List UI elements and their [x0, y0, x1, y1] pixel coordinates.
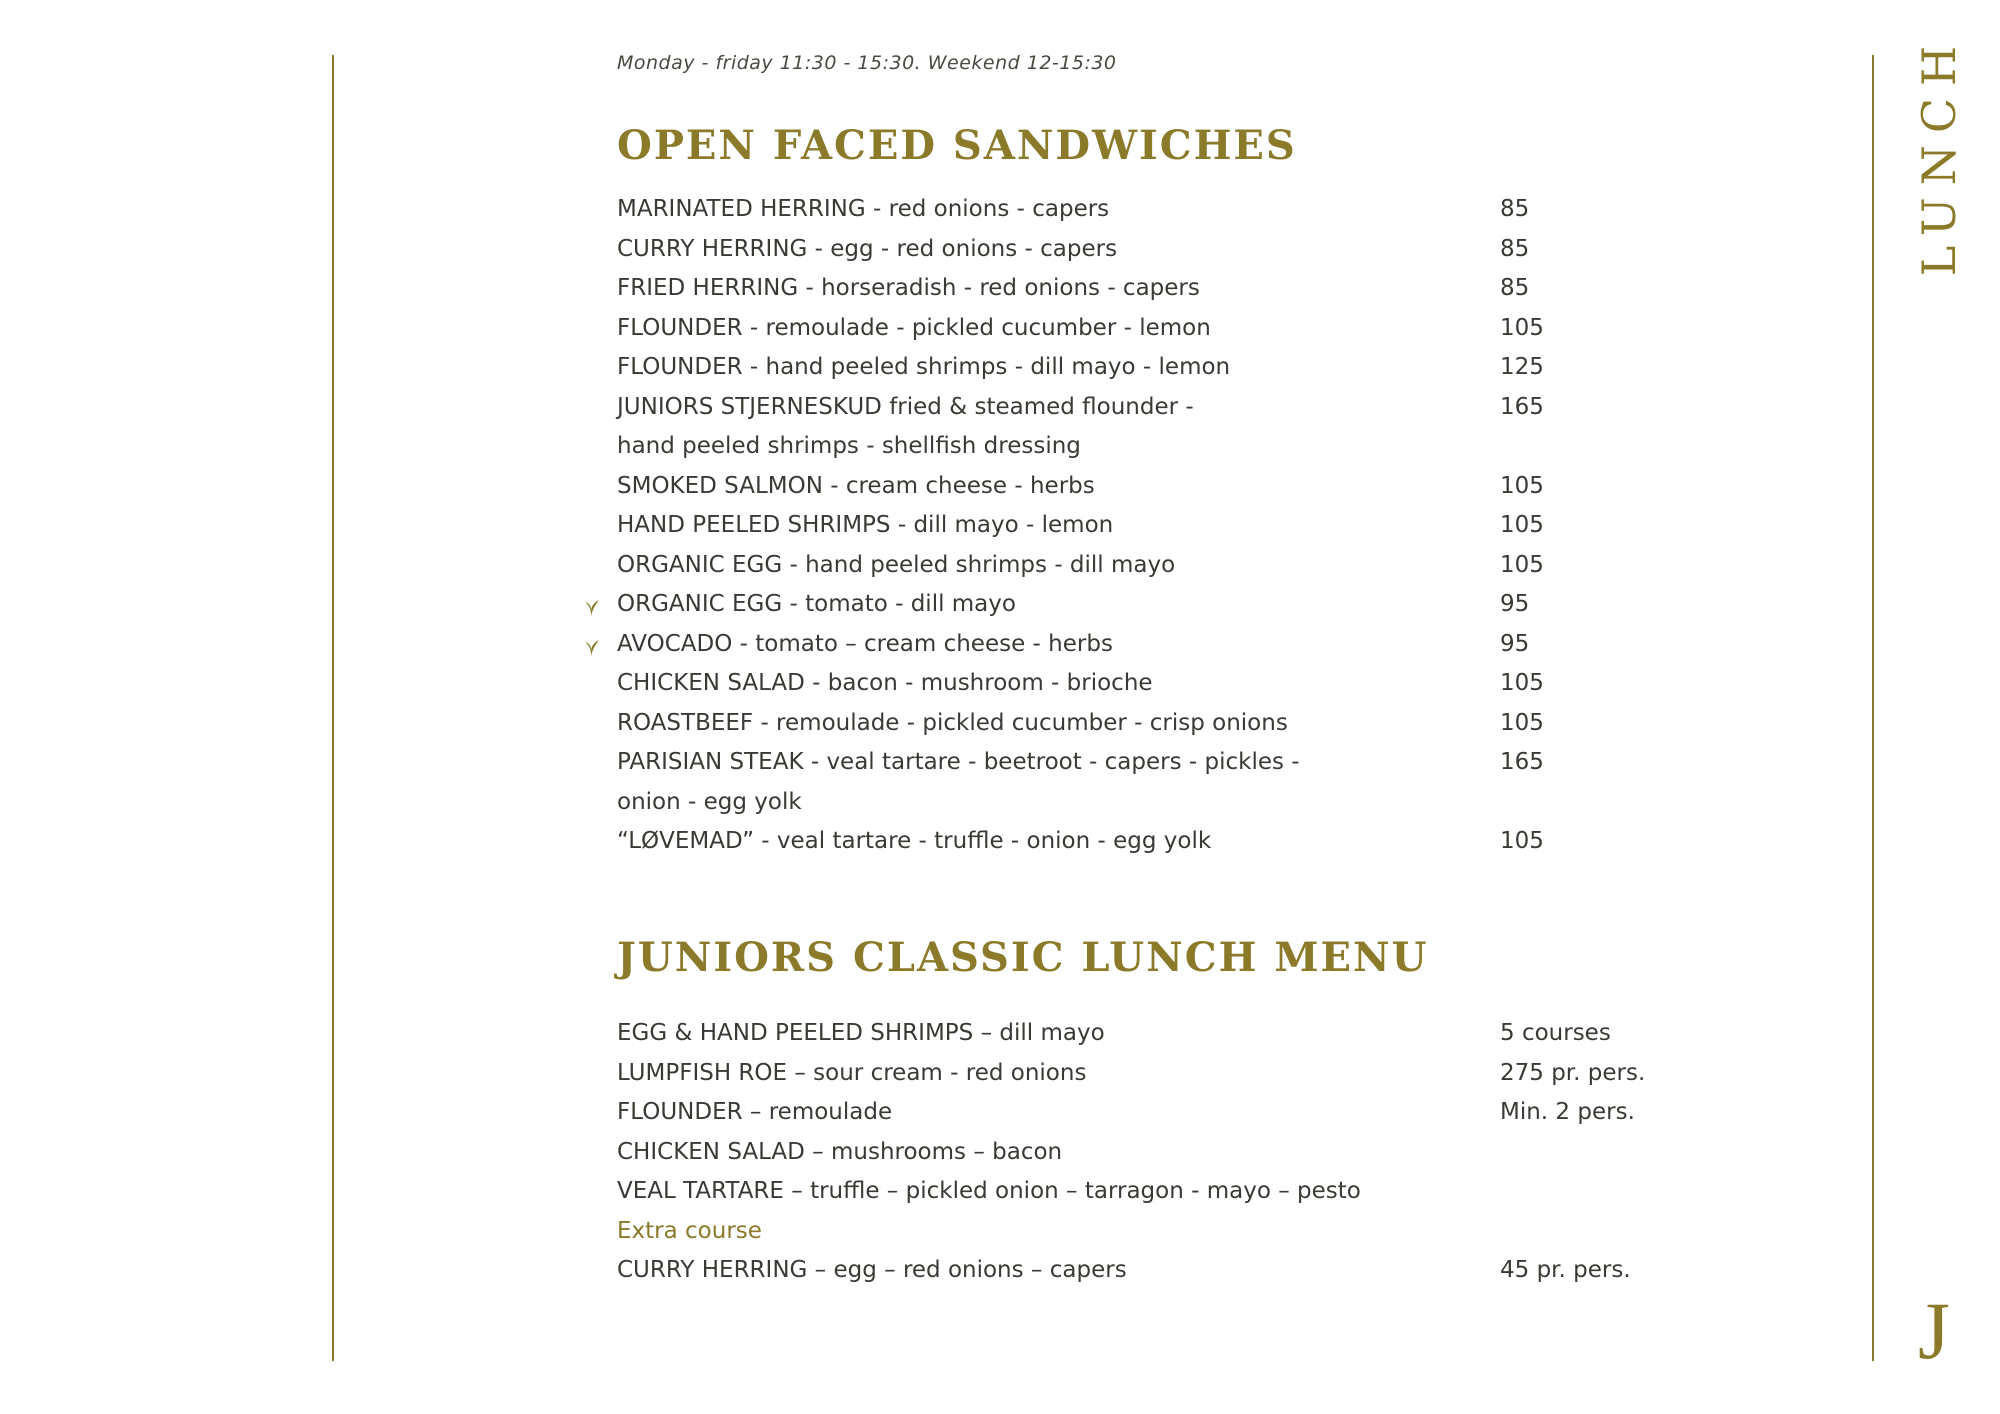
menu-item [617, 1172, 1657, 1212]
logo: J [1918, 1285, 1950, 1376]
section-title-sandwiches: OPEN FACED SANDWICHES [617, 122, 1297, 169]
right-divider-line [1872, 55, 1874, 1361]
menu-item-name: JUNIORS STJERNESKUD fried & steamed flounder - [617, 393, 1194, 420]
menu-item-price: 165 [1500, 393, 1544, 420]
menu-item-name: “LØVEMAD” - veal tartare - truffle - onion - egg yolk [617, 828, 1212, 854]
menu-item-price: 95 [1500, 591, 1530, 617]
menu-item-price: 105 [1500, 670, 1544, 696]
menu-item-price: 105 [1500, 551, 1544, 578]
menu-item-name: VEAL TARTARE – truffle – pickled onion – tarragon - mayo – pesto [617, 1178, 1361, 1204]
menu-item-name: FLOUNDER – remoulade [617, 1099, 893, 1125]
menu-item-name: FRIED HERRING - horseradish - red onions - capers [617, 275, 1200, 301]
menu-item-name: LUMPFISH ROE – sour cream - red onions [617, 1059, 1087, 1086]
menu-item-name: HAND PEELED SHRIMPS - dill mayo - lemon [617, 512, 1114, 538]
menu-item [617, 309, 1657, 349]
menu-item [617, 230, 1657, 270]
menu-item-price: 105 [1500, 709, 1544, 736]
menu-item-price: 165 [1500, 749, 1544, 775]
menu-item [617, 269, 1657, 309]
menu-item [617, 467, 1657, 507]
menu-item-name: MARINATED HERRING - red onions - capers [617, 196, 1110, 222]
menu-item [617, 1251, 1657, 1291]
menu-item-name: SMOKED SALMON - cream cheese - herbs [617, 472, 1095, 499]
menu-item-name: CHICKEN SALAD - bacon - mushroom - brioche [617, 670, 1153, 696]
menu-item [617, 1014, 1657, 1054]
left-divider-line [332, 55, 334, 1361]
leaf-icon [581, 637, 601, 657]
menu-item-name: ORGANIC EGG - tomato - dill mayo [617, 591, 1016, 617]
menu-item-name: hand peeled shrimps - shellfish dressing [617, 433, 1081, 459]
menu-item-name: CURRY HERRING – egg – red onions – capers [617, 1257, 1127, 1283]
menu-item-price: Min. 2 pers. [1500, 1099, 1635, 1125]
menu-item [617, 1054, 1657, 1094]
menu-item-name: Extra course [617, 1217, 762, 1244]
menu-item [617, 1093, 1657, 1133]
leaf-icon [581, 597, 601, 617]
opening-hours: Monday - friday 11:30 - 15:30. Weekend 12-15:30 [617, 52, 1117, 74]
menu-item [617, 743, 1657, 783]
menu-item-price: 85 [1500, 275, 1530, 301]
menu-item-name: ROASTBEEF - remoulade - pickled cucumber - crisp onions [617, 709, 1288, 736]
menu-item-name: onion - egg yolk [617, 788, 802, 815]
side-title: LUNCH [1912, 33, 1966, 277]
menu-item-name: FLOUNDER - hand peeled shrimps - dill mayo - lemon [617, 354, 1231, 380]
menu-item-name: EGG & HAND PEELED SHRIMPS – dill mayo [617, 1020, 1105, 1046]
menu-item [617, 704, 1657, 744]
extra-course-label [617, 1212, 1657, 1252]
menu-item [617, 783, 1657, 823]
menu-item-name: CURRY HERRING - egg - red onions - capers [617, 235, 1118, 262]
menu-item-price: 105 [1500, 314, 1544, 341]
menu-item-name: ORGANIC EGG - hand peeled shrimps - dill mayo [617, 551, 1176, 578]
menu-item [617, 625, 1657, 665]
menu-item [617, 585, 1657, 625]
menu-item [617, 822, 1657, 862]
menu-item-price: 105 [1500, 512, 1544, 538]
menu-item-name: AVOCADO - tomato – cream cheese - herbs [617, 630, 1113, 657]
menu-item-price: 45 pr. pers. [1500, 1257, 1631, 1283]
menu-item-price: 105 [1500, 472, 1544, 499]
menu-item-price: 95 [1500, 630, 1530, 657]
menu-item-name: PARISIAN STEAK - veal tartare - beetroot - capers - pickles - [617, 749, 1300, 775]
menu-item-price: 125 [1500, 354, 1544, 380]
menu-item-price: 85 [1500, 196, 1530, 222]
menu-item [617, 348, 1657, 388]
menu-item-name: CHICKEN SALAD – mushrooms – bacon [617, 1138, 1063, 1165]
menu-item [617, 546, 1657, 586]
menu-item-price: 105 [1500, 828, 1544, 854]
menu-item [617, 427, 1657, 467]
menu-item [617, 190, 1657, 230]
menu-item-price: 5 courses [1500, 1020, 1611, 1046]
lunch-menu-list [617, 1014, 1657, 1291]
menu-item-price: 85 [1500, 235, 1530, 262]
menu-item-name: FLOUNDER - remoulade - pickled cucumber - lemon [617, 314, 1211, 341]
menu-item [617, 388, 1657, 428]
section-title-lunch-menu: JUNIORS CLASSIC LUNCH MENU [617, 934, 1429, 981]
sandwiches-list [617, 190, 1657, 862]
menu-item [617, 506, 1657, 546]
menu-item [617, 1133, 1657, 1173]
menu-item-price: 275 pr. pers. [1500, 1059, 1646, 1086]
menu-item [617, 664, 1657, 704]
